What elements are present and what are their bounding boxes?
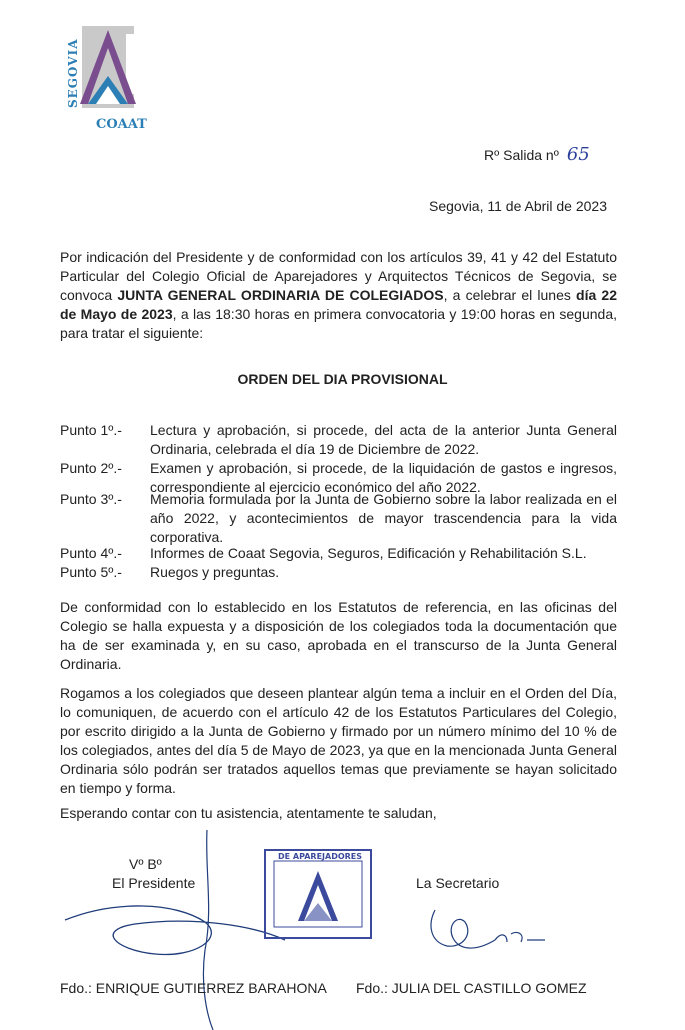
punto-text: Informes de Coaat Segovia, Seguros, Edificación y Rehabilitación S.L. (150, 545, 587, 561)
coaat-segovia-logo (66, 24, 156, 134)
punto-label: Punto 2º.- (60, 460, 122, 476)
logo-segovia-text: SEGOVIA (66, 38, 80, 108)
punto-item (60, 421, 617, 459)
parrafo-documentacion: De conformidad con lo establecido en los Estatutos de referencia, en las oficinas del Colegio se halla expuesta y a disposición de los colegiados toda la documentación que ha de ser examinada y, en su caso, aprobada en el transcurso de la Junta General Ordinaria. (60, 599, 617, 672)
secretaria-cargo: La Secretario (416, 875, 500, 891)
junta-general-titulo: JUNTA GENERAL ORDINARIA DE COLEGIADOS (117, 287, 444, 303)
punto-text: Memoria formulada por la Junta de Gobierno sobre la labor realizada en el año 2022, y acontecimientos de mayor trascendencia para la vida corporativa. (150, 491, 617, 545)
secretaria-nombre: Fdo.: JULIA DEL CASTILLO GOMEZ (356, 980, 587, 996)
punto-text: Examen y aprobación, si procede, de la liquidación de gastos e ingresos, correspondiente al ejercicio económico del año 2022. (150, 460, 617, 495)
punto-item (60, 563, 617, 582)
punto-item (60, 490, 617, 547)
punto-item (60, 544, 617, 563)
orden-del-dia-title: ORDEN DEL DIA PROVISIONAL (237, 371, 448, 387)
registro-salida (484, 144, 590, 165)
punto-label: Punto 1º.- (60, 422, 122, 438)
colegio-stamp (262, 847, 374, 941)
presidente-cargo: El Presidente (112, 875, 196, 891)
punto-text: Lectura y aprobación, si procede, del acta de la anterior Junta General Ordinaria, celebrada el día 19 de Diciembre de 2022. (150, 422, 617, 457)
registro-salida-label: Rº Salida nº (484, 147, 559, 163)
registro-salida-number: 65 (566, 144, 590, 165)
stamp-top-text: DE APAREJADORES (278, 852, 363, 861)
parrafo-convocatoria: Por indicación del Presidente y de conformidad con los artículos 39, 41 y 42 del Estatuto Particular del Colegio Oficial de Aparejadores y Arquitectos Técnicos de Segovia, se convoca JUNTA GENERAL ORDINARIA DE COLEGIADOS, a celebrar el lunes día 22 de Mayo de 2023, a las 18:30 horas en primera convocatoria y 19:00 horas en segunda, para tratar el siguiente: (60, 249, 617, 341)
presidente-nombre: Fdo.: ENRIQUE GUTIERREZ BARAHONA (60, 980, 327, 996)
despedida: Esperando contar con tu asistencia, atentamente te saludan, (60, 805, 437, 821)
logo-coaat-text: COAAT (96, 117, 147, 132)
punto-label: Punto 5º.- (60, 564, 122, 580)
punto-label: Punto 4º.- (60, 545, 122, 561)
punto-label: Punto 3º.- (60, 491, 122, 507)
visto-bueno-label: Vº Bº (129, 856, 162, 872)
parrafo-ruegos: Rogamos a los colegiados que deseen plantear algún tema a incluir en el Orden del Día, lo comuniquen, de acuerdo con el artículo 42 de los Estatutos Particulares del Colegio, por escrito dirigido a la Junta de Gobierno y firmado por un número mínimo del 10 % de los colegiados, antes del día 5 de Mayo de 2023, ya que en la mencionada Junta General Ordinaria sólo podrán ser tratados aquellos temas que previamente se hayan solicitado en tiempo y forma. (60, 685, 617, 796)
fecha-documento: Segovia, 11 de Abril de 2023 (429, 198, 607, 214)
fecha-junta: día 22 de Mayo de 2023 (60, 287, 617, 322)
punto-text: Ruegos y preguntas. (150, 564, 280, 580)
